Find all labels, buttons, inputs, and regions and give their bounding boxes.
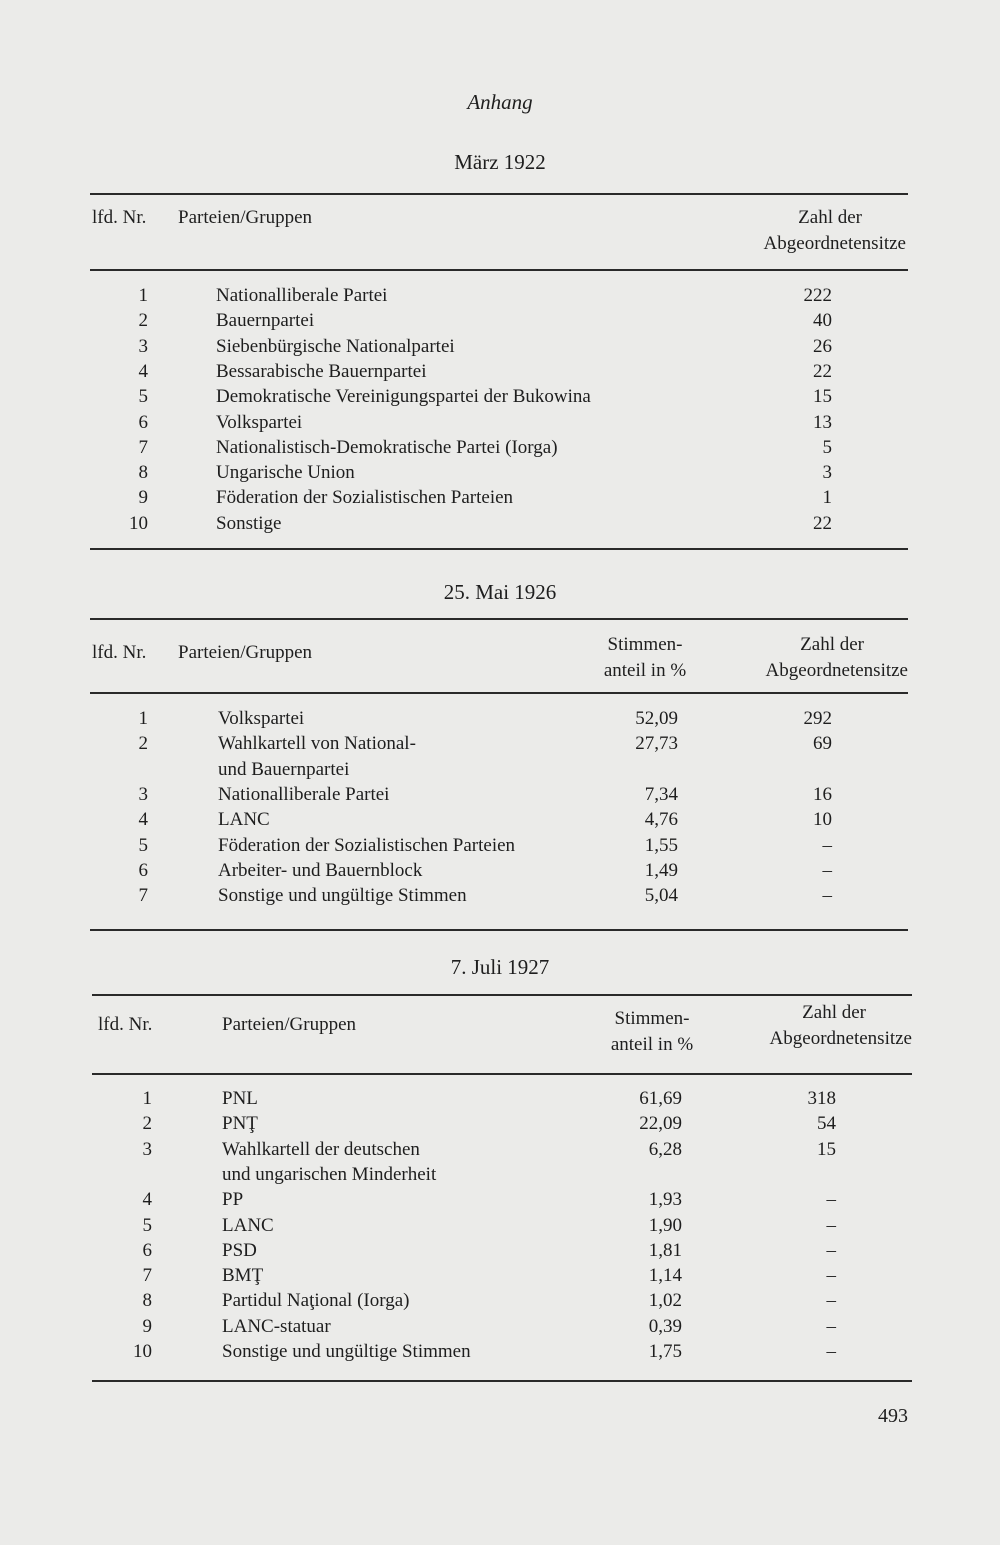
vote-share: 5,04 bbox=[644, 885, 678, 907]
vote-share: 27,73 bbox=[635, 733, 678, 755]
row-number: 8 bbox=[142, 1290, 152, 1312]
party-name: PNŢ bbox=[222, 1113, 258, 1135]
party-name: und Bauernpartei bbox=[218, 758, 350, 780]
col-header-seats bbox=[700, 632, 908, 684]
vote-share: 1,14 bbox=[648, 1265, 682, 1287]
seat-count: 10 bbox=[813, 809, 832, 831]
row-number: 3 bbox=[138, 335, 148, 357]
vote-share: 1,49 bbox=[644, 859, 678, 881]
col-header-nr: lfd. Nr. bbox=[92, 642, 147, 663]
row-number: 4 bbox=[138, 809, 148, 831]
seat-count: 69 bbox=[813, 733, 832, 755]
row-number: 4 bbox=[138, 360, 148, 382]
party-name: Nationalliberale Partei bbox=[216, 285, 388, 306]
row-number: 3 bbox=[138, 783, 148, 805]
party-name: LANC bbox=[222, 1214, 274, 1236]
party-name: Arbeiter- und Bauernblock bbox=[218, 859, 423, 881]
col-header-party: Parteien/Gruppen bbox=[178, 642, 313, 663]
seat-count: – bbox=[822, 834, 832, 856]
section-title-1926: 25. Mai 1926 bbox=[443, 580, 557, 604]
row-number: 3 bbox=[142, 1138, 152, 1160]
col-header-seats-line2: Abgeordnetensitze bbox=[765, 660, 908, 681]
party-name: PP bbox=[222, 1189, 244, 1211]
seat-count: – bbox=[822, 859, 832, 881]
vote-share: 52,09 bbox=[635, 708, 678, 729]
vote-share: 1,75 bbox=[648, 1341, 682, 1362]
row-number: 1 bbox=[138, 708, 148, 729]
vote-share: 7,34 bbox=[644, 783, 678, 805]
row-number: 10 bbox=[133, 1341, 152, 1362]
seat-count: 15 bbox=[817, 1138, 836, 1160]
party-name: Siebenbürgische Nationalpartei bbox=[216, 335, 455, 357]
table-bottom-rule bbox=[90, 548, 908, 550]
seat-count: – bbox=[826, 1239, 836, 1261]
party-name: Sonstige und ungültige Stimmen bbox=[218, 885, 467, 907]
party-name: Partidul Naţional (Iorga) bbox=[222, 1290, 410, 1312]
seat-count: 22 bbox=[813, 512, 832, 534]
table-header-rule bbox=[90, 692, 908, 694]
seat-count: 5 bbox=[822, 436, 832, 458]
col-header-share-line2: anteil in % bbox=[610, 1034, 694, 1055]
row-number: 5 bbox=[142, 1214, 152, 1236]
row-number: 2 bbox=[142, 1113, 152, 1135]
row-number: 2 bbox=[138, 733, 148, 755]
page-number: 493 bbox=[878, 1405, 908, 1427]
party-name: Nationalistisch-Demokratische Partei (Iorga) bbox=[216, 436, 558, 458]
col-header-nr: lfd. Nr. bbox=[98, 1014, 153, 1035]
col-header-seats bbox=[700, 1000, 912, 1052]
seat-count: 1 bbox=[822, 487, 832, 509]
seat-count: – bbox=[826, 1265, 836, 1287]
vote-share: 1,55 bbox=[644, 834, 678, 856]
party-name: LANC bbox=[218, 809, 270, 831]
seat-count: – bbox=[826, 1290, 836, 1312]
party-name: Wahlkartell von National- bbox=[218, 733, 416, 755]
table-header-rule bbox=[92, 1073, 912, 1075]
vote-share: 1,93 bbox=[648, 1189, 682, 1211]
seat-count: 318 bbox=[807, 1088, 836, 1109]
table-top-rule bbox=[90, 618, 908, 620]
row-number: 6 bbox=[138, 859, 148, 881]
row-number: 9 bbox=[142, 1315, 152, 1337]
seat-count: 40 bbox=[813, 310, 832, 332]
table-bottom-rule bbox=[90, 929, 908, 931]
vote-share: 22,09 bbox=[639, 1113, 682, 1135]
party-name: PSD bbox=[222, 1239, 257, 1261]
seat-count: – bbox=[826, 1189, 836, 1211]
vote-share: 1,02 bbox=[648, 1290, 682, 1312]
seat-count: 15 bbox=[813, 386, 832, 408]
party-name: PNL bbox=[222, 1088, 258, 1109]
row-number: 8 bbox=[138, 462, 148, 484]
row-number: 2 bbox=[138, 310, 148, 332]
vote-share: 61,69 bbox=[639, 1088, 682, 1109]
col-header-seats-line1: Zahl der bbox=[800, 634, 864, 655]
vote-share: 4,76 bbox=[644, 809, 678, 831]
col-header-share-line2: anteil in % bbox=[603, 660, 687, 681]
col-header-seats-line2: Abgeordnetensitze bbox=[769, 1028, 912, 1049]
col-header-seats bbox=[700, 205, 906, 257]
party-name: BMŢ bbox=[222, 1265, 264, 1287]
seat-count: 13 bbox=[813, 411, 832, 433]
seat-count: 54 bbox=[817, 1113, 836, 1135]
row-number: 7 bbox=[138, 885, 148, 907]
col-header-share-line1: Stimmen- bbox=[614, 1008, 690, 1029]
seat-count: 292 bbox=[803, 708, 832, 729]
col-header-share-line1: Stimmen- bbox=[607, 634, 683, 655]
row-number: 1 bbox=[142, 1088, 152, 1109]
vote-share: 6,28 bbox=[648, 1138, 682, 1160]
row-number: 10 bbox=[129, 512, 148, 534]
row-number: 1 bbox=[138, 285, 148, 306]
row-number: 5 bbox=[138, 386, 148, 408]
row-number: 6 bbox=[138, 411, 148, 433]
party-name: Demokratische Vereinigungspartei der Bukowina bbox=[216, 386, 591, 408]
col-header-share bbox=[592, 1006, 712, 1058]
col-header-seats-line1: Zahl der bbox=[802, 1002, 866, 1023]
party-name: Nationalliberale Partei bbox=[218, 783, 390, 805]
seat-count: – bbox=[822, 885, 832, 907]
running-head: Anhang bbox=[467, 90, 533, 114]
party-name: LANC-statuar bbox=[222, 1315, 331, 1337]
seat-count: – bbox=[826, 1315, 836, 1337]
party-name: Volkspartei bbox=[218, 708, 305, 729]
party-name: Föderation der Sozialistischen Parteien bbox=[218, 834, 516, 856]
col-header-nr: lfd. Nr. bbox=[92, 207, 147, 228]
vote-share: 1,81 bbox=[648, 1239, 682, 1261]
row-number: 7 bbox=[142, 1265, 152, 1287]
seat-count: 3 bbox=[822, 462, 832, 484]
seat-count: 222 bbox=[803, 285, 832, 306]
row-number: 6 bbox=[142, 1239, 152, 1261]
party-name: Bauernpartei bbox=[216, 310, 315, 332]
party-name: Sonstige bbox=[216, 512, 282, 534]
col-header-party: Parteien/Gruppen bbox=[222, 1014, 357, 1035]
seat-count: 26 bbox=[813, 335, 832, 357]
seat-count: – bbox=[826, 1341, 836, 1362]
seat-count: 22 bbox=[813, 360, 832, 382]
party-name: Föderation der Sozialistischen Parteien bbox=[216, 487, 514, 509]
col-header-party: Parteien/Gruppen bbox=[178, 207, 313, 228]
table-bottom-rule bbox=[92, 1380, 912, 1382]
col-header-seats-line2: Abgeordnetensitze bbox=[763, 233, 906, 254]
col-header-seats-line1: Zahl der bbox=[798, 207, 862, 228]
row-number: 4 bbox=[142, 1189, 152, 1211]
seat-count: 16 bbox=[813, 783, 832, 805]
col-header-share bbox=[585, 632, 705, 684]
party-name: Ungarische Union bbox=[216, 462, 355, 484]
party-name: Sonstige und ungültige Stimmen bbox=[222, 1341, 471, 1362]
party-name: Bessarabische Bauernpartei bbox=[216, 360, 427, 382]
section-title-1927: 7. Juli 1927 bbox=[450, 955, 550, 979]
table-header-rule bbox=[90, 269, 908, 271]
vote-share: 1,90 bbox=[648, 1214, 682, 1236]
seat-count: – bbox=[826, 1214, 836, 1236]
party-name: Wahlkartell der deutschen bbox=[222, 1138, 420, 1160]
row-number: 5 bbox=[138, 834, 148, 856]
table-top-rule bbox=[92, 994, 912, 996]
party-name: und ungarischen Minderheit bbox=[222, 1163, 437, 1185]
row-number: 9 bbox=[138, 487, 148, 509]
vote-share: 0,39 bbox=[648, 1315, 682, 1337]
section-title-1922: März 1922 bbox=[454, 150, 546, 174]
table-top-rule bbox=[90, 193, 908, 195]
row-number: 7 bbox=[138, 436, 148, 458]
party-name: Volkspartei bbox=[216, 411, 303, 433]
